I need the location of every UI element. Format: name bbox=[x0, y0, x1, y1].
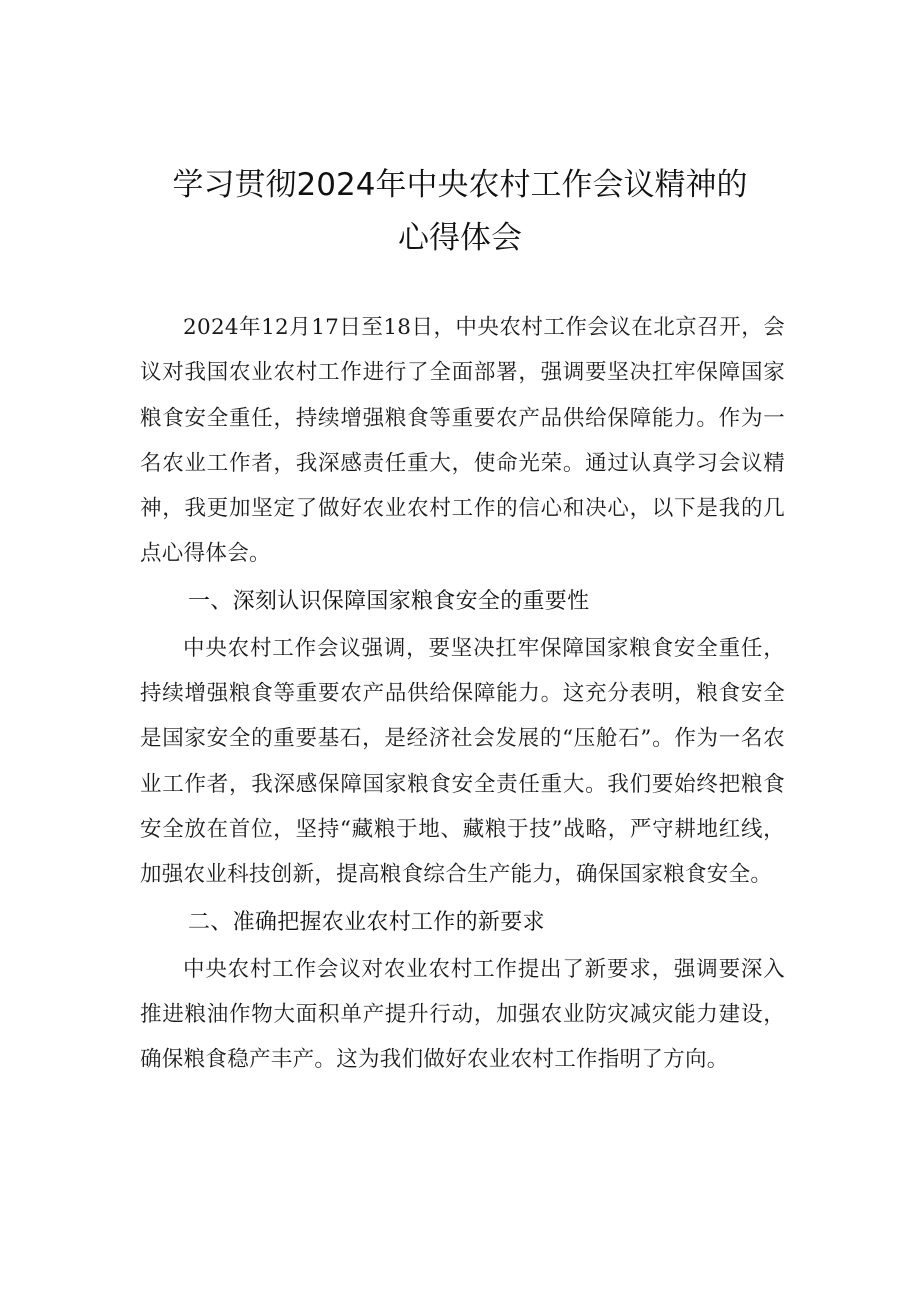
section-heading-1: 一、深刻认识保障国家粮食安全的重要性 bbox=[188, 588, 590, 614]
section-1-paragraph: 中央农村工作会议强调，要坚决扛牢保障国家粮食安全重任，持续增强粮食等重要农产品供给保障能力。这充分表明，粮食安全是国家安全的重要基石，是经济社会发展的“压舱石”。作为一名农业工作者，我深感保障国家粮食安全责任重大。我们要始终把粮食安全放在首位，坚持“藏粮于地、藏粮于技”战略，严守耕地红线，加强农业科技创新，提高粮食综合生产能力，确保国家粮食安全。 bbox=[140, 635, 785, 888]
document-title-line-2: 心得体会 bbox=[398, 220, 522, 256]
intro-paragraph: 2024年12月17日至18日，中央农村工作会议在北京召开，会议对我国农业农村工作进行了全面部署，强调要坚决扛牢保障国家粮食安全重任，持续增强粮食等重要农产品供给保障能力。作为一名农业工作者，我深感责任重大，使命光荣。通过认真学习会议精神，我更加坚定了做好农业农村工作的信心和决心，以下是我的几点心得体会。 bbox=[140, 315, 785, 567]
section-heading-2: 二、准确把握农业农村工作的新要求 bbox=[188, 909, 545, 935]
document-body bbox=[140, 305, 785, 1082]
section-2-paragraph: 中央农村工作会议对农业农村工作提出了新要求，强调要深入推进粮油作物大面积单产提升行动，加强农业防灾减灾能力建设，确保粮食稳产丰产。这为我们做好农业农村工作指明了方向。 bbox=[140, 956, 785, 1073]
document-title-line-1: 学习贯彻2024年中央农村工作会议精神的 bbox=[172, 167, 748, 203]
